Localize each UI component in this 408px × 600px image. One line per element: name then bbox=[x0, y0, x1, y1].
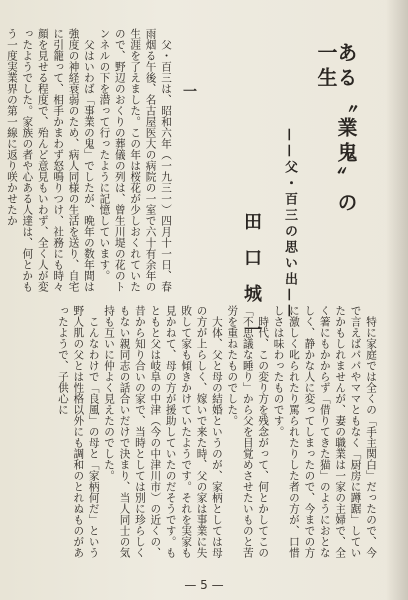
paragraph: 特に家庭では全くの「手主関白」だったので、今で言えばパパやママともなく「厨房に蹲踞」していたかもしれませんが、妻の職業は一家の主婦で、全く箸にもかからず「借りてきた猫」のようにおとなしく、静かな人に変ってしまったので、今までの方に激しく叱られたり罵られたりした者の方が、口惜しさは味わったものです。 bbox=[272, 305, 377, 558]
paragraph: 時代、この変り方を残念がって、何とかしてこの「不思議な睡り」から父を目覚めさせたいものと苦労を重ねたものでした。 bbox=[226, 305, 270, 558]
body-text-bottom bbox=[33, 305, 378, 568]
paragraph: 父・百三は、昭和六年（一九三一）四月十一日、春雨烟る午後、名古屋医大の病院の一室で六十有余年の生涯を了えました。この年は桜花が少しおくれていたので、野辺のおくりの葬儀の列は、曾生川堤の花のトンネルの下を潜って行ったように記憶しています。 bbox=[98, 28, 172, 292]
body-text-top bbox=[5, 28, 173, 296]
article-title: ある〝業鬼〟の一生 bbox=[314, 42, 358, 217]
paragraph: 大体、父と母の結婚というのが、家柄としては母の方が上らしく、嫁いで来た時、父の家は事業に失敗して家も傾きかけていたようです。それを実家も見かねて、母の方が援助していたのだそうです。もともと父は岐阜の中津（今の中津川市）の近くの、昔から知り合いの家で、当時としては別に珍らしくもない親同志の話合いだけで決まり、当人同士の気持も互いに仲よく見えたのでした。 bbox=[103, 305, 223, 558]
paragraph: こんなわけで「良風」の母と「家柄何だ」という野人肌の父とは性格以外にも調和のとれぬものがあったようで、子供心に bbox=[56, 305, 100, 558]
paragraph: 父はいわば「事業の鬼」でしたが、晩年の数年間は強度の神経衰弱のため、病人同様の生活を送り、自宅に引籠って、相手かまわず怒鳴りつけ、社務にも時々顔を見せる程度で、殆んど意見もいわず、全く人が変ったようでした。家族の者や心ある人達は、何とかもう一度実業界の第一線に返り咲かせたか bbox=[5, 28, 95, 292]
spine-shadow bbox=[386, 0, 408, 600]
author-name: 田口城一 bbox=[241, 212, 262, 356]
article-subtitle: ——父・百三の思い出—— bbox=[282, 128, 297, 320]
page-number: — 5 — bbox=[184, 578, 224, 592]
section-number: 一 bbox=[181, 84, 197, 98]
